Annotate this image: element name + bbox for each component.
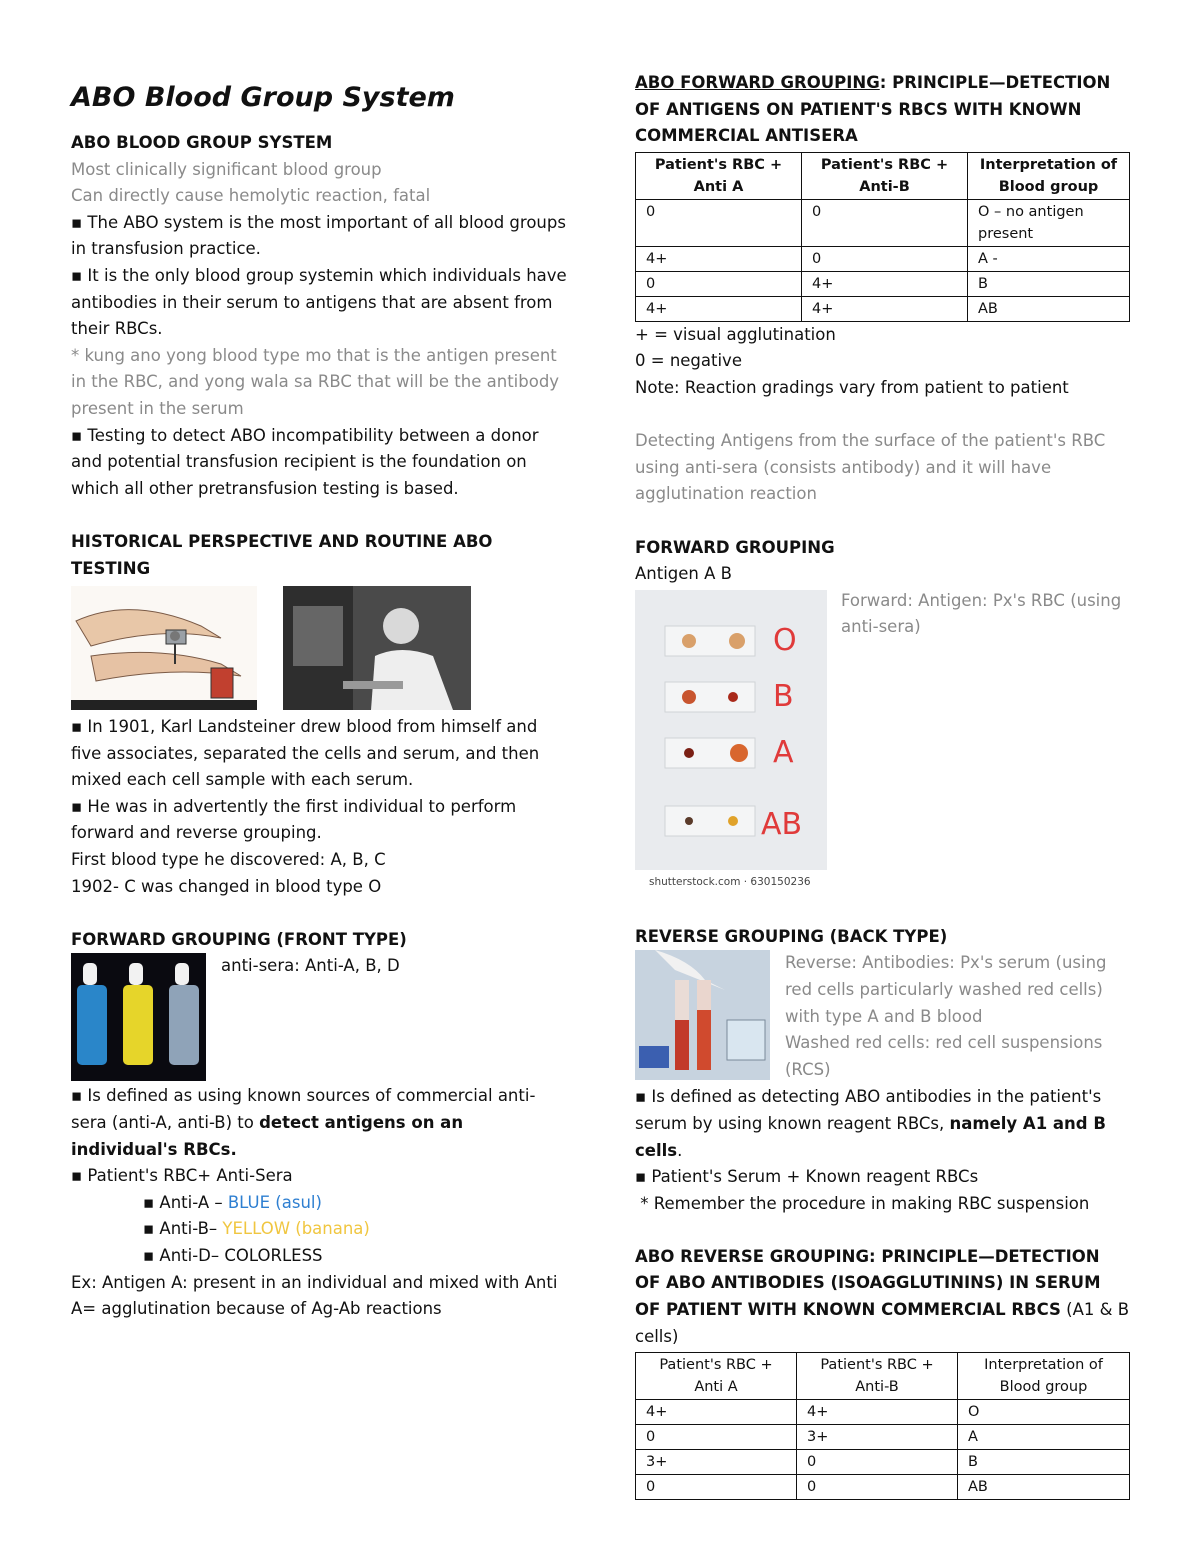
text-line: First blood type he discovered: A, B, C xyxy=(71,850,386,870)
landsteiner-photo xyxy=(283,586,471,710)
table-cell: 0 xyxy=(802,246,968,271)
section-heading-forward-grouping: FORWARD GROUPING xyxy=(635,537,835,557)
gray-note: Detecting Antigens from the surface of the patient's RBC using anti-sera (consists antibody) and it will have agglutination reaction xyxy=(635,431,1106,504)
table-cell: B xyxy=(968,271,1130,296)
table-header: Patient's RBC + Anti-B xyxy=(802,152,968,199)
section-heading-history: HISTORICAL PERSPECTIVE AND ROUTINE ABO TESTING xyxy=(71,531,493,578)
table-row xyxy=(636,271,1130,296)
card-label-b: B xyxy=(773,678,794,714)
reverse-photo-block xyxy=(635,950,1135,1084)
bullet-text xyxy=(635,1084,1135,1164)
bullet-text-plain: ▪ Is defined as detecting ABO antibodies in the patient's serum by using known reagent RBCs, xyxy=(635,1087,1102,1133)
table-row xyxy=(636,1400,1130,1425)
table-row xyxy=(636,246,1130,271)
table-cell: 0 xyxy=(636,199,802,246)
blood-typing-card-photo xyxy=(635,590,827,890)
anti-b-line xyxy=(71,1216,571,1243)
note-line: Note: Reaction gradings vary from patient to patient xyxy=(635,377,1069,397)
bullet-text xyxy=(71,1083,571,1163)
gray-note: Can directly cause hemolytic reaction, fatal xyxy=(71,186,431,206)
anti-a-color: BLUE (asul) xyxy=(227,1192,322,1212)
forward-photo-block xyxy=(635,588,1135,898)
table-row xyxy=(636,199,1130,246)
bullet-text-bold: namely A1 and B cells xyxy=(635,1113,1106,1160)
reverse-table-heading xyxy=(635,1244,1130,1350)
legend-line: + = visual agglutination xyxy=(635,324,836,344)
transfusion-illustration xyxy=(71,586,257,710)
table-header: Patient's RBC + Anti A xyxy=(636,152,802,199)
table-cell: 0 xyxy=(797,1475,958,1500)
table-cell: 4+ xyxy=(636,246,802,271)
forward-heading-rest: : PRINCIPLE—DETECTION OF ANTIGENS ON PATIENT'S RBCS WITH KNOWN COMMERCIAL ANTISERA xyxy=(635,73,1111,146)
anti-a-line xyxy=(71,1190,571,1217)
table-cell: 3+ xyxy=(636,1450,797,1475)
text-line: 1902- C was changed in blood type O xyxy=(71,876,382,896)
antisera-block xyxy=(71,953,571,1083)
bullet-text: ▪ The ABO system is the most important of all blood groups in transfusion practice. xyxy=(71,212,566,259)
section-heading-reverse: REVERSE GROUPING (BACK TYPE) xyxy=(635,926,948,946)
table-cell: 0 xyxy=(802,199,968,246)
gray-note: * kung ano yong blood type mo that is the antigen present in the RBC, and yong wala sa RBC that will be the antibody present in the serum xyxy=(71,345,560,418)
forward-caption: Forward: Antigen: Px's RBC (using anti-sera) xyxy=(841,590,1122,637)
bullet-text-bold: detect antigens on an individual's RBCs. xyxy=(71,1113,464,1159)
photo-credit: shutterstock.com · 630150236 xyxy=(649,875,811,888)
bullet-text: ▪ Patient's RBC+ Anti-Sera xyxy=(71,1166,293,1186)
antisera-bottles-photo xyxy=(71,953,206,1081)
table-row xyxy=(636,1450,1130,1475)
bullet-text: ▪ In 1901, Karl Landsteiner drew blood from himself and five associates, separated the cells and serum, and then mixed each cell sample with each serum. xyxy=(71,717,540,790)
bullet-text-end: . xyxy=(677,1140,683,1160)
gray-note: Most clinically significant blood group xyxy=(71,159,382,179)
bullet-text: ▪ Testing to detect ABO incompatibility between a donor and potential transfusion recipient is the foundation on which all other pretransfusion testing is based. xyxy=(71,425,539,498)
table-cell: O – no antigen present xyxy=(968,199,1130,246)
antisera-caption: anti-sera: Anti-A, B, D xyxy=(221,956,400,976)
reverse-caption: Washed red cells: red cell suspensions (RCS) xyxy=(785,1033,1103,1079)
bullet-text: ▪ He was in advertently the first individual to perform forward and reverse grouping. xyxy=(71,796,517,843)
bullet-text: ▪ It is the only blood group systemin which individuals have antibodies in their serum to antigens that are absent from their RBCs. xyxy=(71,265,567,339)
table-header-row xyxy=(636,1353,1130,1400)
forward-heading-underlined: ABO FORWARD GROUPING xyxy=(635,73,880,92)
table-cell: 0 xyxy=(636,1475,797,1500)
table-cell: B xyxy=(958,1450,1130,1475)
reverse-heading-rest: (A1 & B cells) xyxy=(635,1300,1130,1346)
table-header: Patient's RBC + Anti-B xyxy=(797,1353,958,1400)
anti-a-label: ▪ Anti-A – xyxy=(143,1192,228,1212)
section-heading-forward: FORWARD GROUPING (FRONT TYPE) xyxy=(71,929,407,949)
table-row xyxy=(636,296,1130,321)
card-label-o: O xyxy=(773,622,797,658)
anti-d-line: ▪ Anti-D– COLORLESS xyxy=(143,1246,323,1265)
table-cell: O xyxy=(958,1400,1130,1425)
table-cell: AB xyxy=(968,296,1130,321)
example-text: Ex: Antigen A: present in an individual and mixed with Anti A= agglutination because of Ag-Ab reactions xyxy=(71,1272,558,1319)
table-cell: 4+ xyxy=(802,271,968,296)
bullet-text-plain: ▪ Is defined as using known sources of commercial anti-sera (anti-A, anti-B) to xyxy=(71,1086,536,1133)
anti-b-label: ▪ Anti-B– xyxy=(143,1219,223,1239)
table-cell: 4+ xyxy=(802,296,968,321)
card-label-ab: AB xyxy=(761,806,803,842)
anti-b-color: YELLOW (banana) xyxy=(222,1219,370,1239)
table-cell: 4+ xyxy=(636,1400,797,1425)
table-cell: 0 xyxy=(636,271,802,296)
table-row xyxy=(636,1475,1130,1500)
forward-grouping-table xyxy=(635,152,1130,322)
page-title: ABO Blood Group System xyxy=(71,82,455,113)
table-header: Interpretation of Blood group xyxy=(958,1353,1130,1400)
table-cell: A xyxy=(958,1425,1130,1450)
table-header-row xyxy=(636,152,1130,199)
reverse-grouping-table xyxy=(635,1352,1130,1500)
history-images xyxy=(71,586,571,714)
table-row xyxy=(636,1425,1130,1450)
bullet-text: ▪ Patient's Serum + Known reagent RBCs xyxy=(635,1167,979,1187)
right-column xyxy=(635,70,1135,1500)
test-tubes-photo xyxy=(635,950,770,1080)
reverse-caption: Reverse: Antibodies: Px's serum (using red cells particularly washed red cells) with type A and B blood xyxy=(785,953,1107,1026)
table-cell: 0 xyxy=(636,1425,797,1450)
table-cell: 4+ xyxy=(797,1400,958,1425)
table-cell: 4+ xyxy=(636,296,802,321)
table-cell: A - xyxy=(968,246,1130,271)
reverse-heading-bold: ABO REVERSE GROUPING: PRINCIPLE—DETECTION OF ABO ANTIBODIES (ISOAGGLUTININS) IN SERUM OF PATIENT WITH KNOWN COMMERCIAL RBCS xyxy=(635,1246,1101,1320)
forward-table-heading xyxy=(635,70,1135,150)
card-label-a: A xyxy=(773,734,794,770)
table-cell: AB xyxy=(958,1475,1130,1500)
section-heading-abo: ABO BLOOD GROUP SYSTEM xyxy=(71,133,333,152)
table-header: Interpretation of Blood group xyxy=(968,152,1130,199)
antigen-line: Antigen A B xyxy=(635,564,732,584)
table-cell: 3+ xyxy=(797,1425,958,1450)
left-column xyxy=(71,70,571,1323)
table-cell: 0 xyxy=(797,1450,958,1475)
legend-line: 0 = negative xyxy=(635,351,742,371)
note-line: * Remember the procedure in making RBC suspension xyxy=(635,1193,1090,1213)
table-header: Patient's RBC + Anti A xyxy=(636,1353,797,1400)
